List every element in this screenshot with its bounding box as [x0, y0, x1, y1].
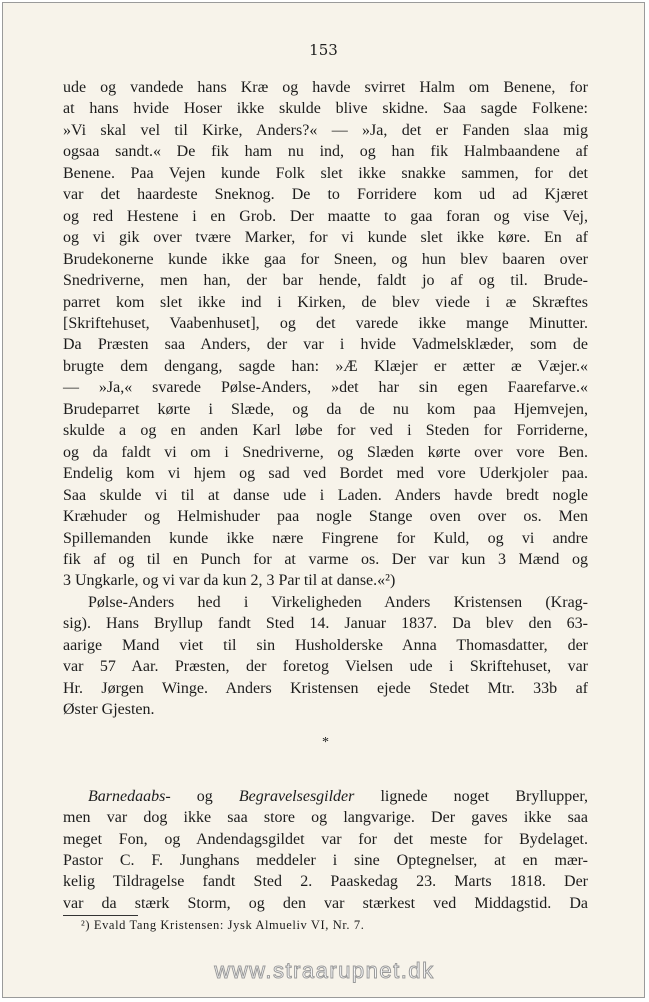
text-line: Da Præsten saa Anders, der var i hvide Vadmelsklæder, som de: [63, 336, 588, 354]
italic-term: Barnedaabs-: [88, 787, 171, 805]
text-line: Endelig kom vi hjem og sad ved Bordet med vore Uderkjoler paa.: [63, 465, 588, 483]
text-line: var 57 Aar. Præsten, der foretog Vielsen ude i Skriftehuset, var: [63, 658, 588, 676]
watermark-text: www.straarupnet.dk: [214, 958, 435, 983]
text-line: Brudeparret kørte i Slæde, og da de nu kom paa Hjemvejen,: [63, 400, 588, 418]
text-line: var da stærk Storm, og den var stærkest ved Middagstid. Da: [63, 894, 588, 912]
text-line: [Skriftehuset, Vaabenhuset], og det varede ikke mange Minutter.: [63, 314, 588, 332]
text-line: Snedriverne, men han, der bar hende, faldt jo af og til. Brude-: [63, 272, 588, 290]
text-line: at hans hvide Hoser ikke skulde blive skidne. Saa sagde Folkene:: [63, 100, 588, 118]
paragraph-christening: [63, 786, 588, 915]
book-page: [2, 2, 645, 998]
text-line: Pastor C. F. Junghans meddeler i sine Optegnelser, at en mær-: [63, 851, 588, 869]
text-line: parret kom slet ikke ind i Kirken, de blev viede i æ Skræftes: [63, 293, 588, 311]
text-line: Saa skulde vi til at danse ude i Laden. Anders havde bredt nogle: [63, 486, 588, 504]
text-line: Kræhuder og Helmishuder paa nogle Stange oven over os. Men: [63, 508, 588, 526]
footnote-rule: [63, 915, 138, 916]
text-line: meget Fon, og Andendagsgildet var for det meste for Bydelaget.: [63, 830, 588, 848]
text-line: [63, 786, 588, 807]
text-line: ude og vandede hans Kræ og havde svirret Halm om Benene, for: [63, 79, 588, 96]
text-line: »Vi skal vel til Kirke, Anders?« — »Ja, det er Fanden slaa mig: [63, 121, 588, 139]
footnote: ²) Evald Tang Kristensen: Jysk Almueliv VI, Nr. 7.: [81, 918, 365, 932]
paragraph-wedding-facts: [63, 592, 588, 721]
text-line: og red Hestene i en Grob. Der maatte to gaa foran og vise Vej,: [63, 207, 588, 225]
text-line: kelig Tildragelse fandt Sted 2. Paaskedag 23. Marts 1818. Der: [63, 873, 588, 891]
text-line: aarige Mand viet til sin Husholderske Anna Thomasdatter, der: [63, 636, 588, 654]
text-line: brugte dem dengang, sagde han: »Æ Klæjer er ætter æ Væjer.«: [63, 357, 588, 375]
text-line: Øster Gjesten.: [63, 701, 155, 719]
paragraph-quote: [63, 77, 588, 592]
text-line: Hr. Jørgen Winge. Anders Kristensen ejede Stedet Mtr. 33b af: [63, 679, 588, 697]
text-fragment: og: [170, 787, 239, 805]
section-gap: [63, 765, 588, 786]
text-line: var det haardeste Sneknog. De to Forridere kom ud ad Kjæret: [63, 186, 588, 204]
text-line: og vi gik over tvære Marker, for vi kunde slet ikke køre. En af: [63, 229, 588, 247]
text-line: Brudekonerne kunde ikke gaa for Sneen, og hun blev baaren over: [63, 250, 588, 268]
text-line: ogsaa sandt.« De fik ham nu ind, og han fik Halmbaandene af: [63, 143, 588, 161]
page-number: 153: [309, 41, 338, 59]
text-line: — »Ja,« svarede Pølse-Anders, »det har sin egen Faarefarve.«: [63, 379, 588, 397]
text-line: Benene. Paa Vejen kunde Folk slet ikke snakke sammen, for det: [63, 164, 588, 182]
text-line: men var dog ikke saa store og langvarige. Der gaves ikke saa: [63, 809, 588, 827]
text-line: skulde a og en anden Karl løbe for ved i Steden for Forriderne,: [63, 422, 588, 440]
section-separator: *: [322, 734, 329, 750]
text-fragment: lignede noget Bryllupper,: [354, 787, 589, 805]
text-line: og da faldt vi om i Snedriverne, og Slæden kørte over vore Ben.: [63, 443, 588, 461]
text-line: 3 Ungkarle, og vi var da kun 2, 3 Par til at danse.«²): [63, 572, 396, 590]
text-line: Pølse-Anders hed i Virkeligheden Anders Kristensen (Krag-: [88, 593, 588, 611]
text-line: sig). Hans Bryllup fandt Sted 14. Januar 1837. Da blev den 63-: [63, 615, 588, 633]
body-text: [63, 77, 588, 914]
text-line: fik af og til en Punch for at varme os. Der var kun 3 Mænd og: [63, 550, 588, 568]
italic-term: Begravelsesgilder: [238, 787, 355, 805]
text-line: Spillemanden kunde ikke nære Fingrene for Kuld, og vi andre: [63, 529, 588, 547]
